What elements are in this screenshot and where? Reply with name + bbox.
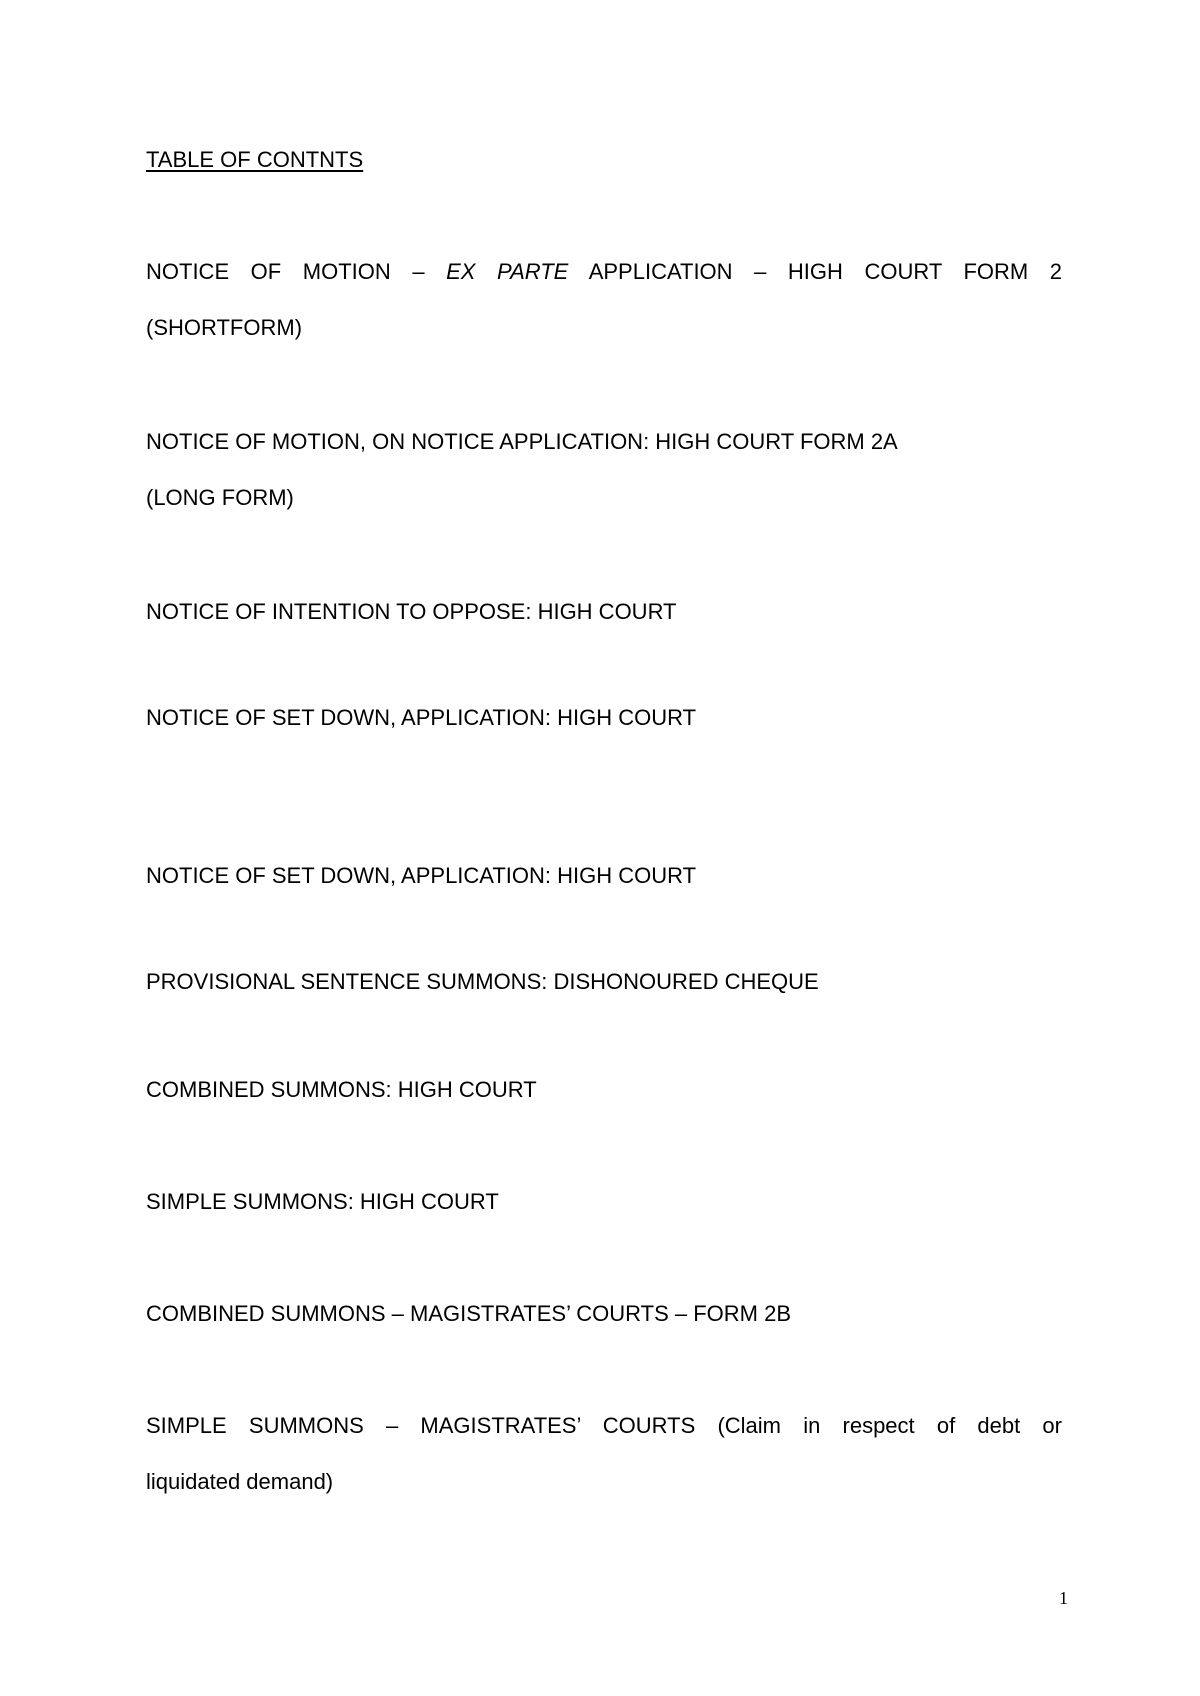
toc-entry-italic-text: EX PARTE bbox=[446, 259, 569, 284]
toc-entry-combined-summons-magistrates: COMBINED SUMMONS – MAGISTRATES’ COURTS – FORM 2B bbox=[146, 1301, 791, 1326]
toc-entry-simple-summons-magistrates bbox=[146, 1398, 1062, 1510]
toc-entry-line: liquidated demand) bbox=[146, 1469, 334, 1494]
toc-entry-set-down: NOTICE OF SET DOWN, APPLICATION: HIGH COURT bbox=[146, 863, 697, 888]
toc-entry-line: SIMPLE SUMMONS – MAGISTRATES’ COURTS (Claim in respect of debt or bbox=[146, 1413, 1062, 1438]
toc-entry-set-down: NOTICE OF SET DOWN, APPLICATION: HIGH COURT bbox=[146, 705, 697, 730]
toc-entry-text: NOTICE OF MOTION – bbox=[146, 259, 447, 284]
toc-entry-line bbox=[146, 244, 1062, 300]
toc-entry-line: NOTICE OF MOTION, ON NOTICE APPLICATION: HIGH COURT FORM 2A bbox=[146, 429, 898, 454]
toc-entry-line: (SHORTFORM) bbox=[146, 315, 303, 340]
page-title: TABLE OF CONTNTS bbox=[146, 147, 364, 172]
toc-entry-on-notice bbox=[146, 414, 1062, 526]
toc-entry-line: (LONG FORM) bbox=[146, 485, 294, 510]
toc-entry-text: APPLICATION – HIGH COURT FORM 2 bbox=[568, 259, 1062, 284]
toc-entry-intention-to-oppose: NOTICE OF INTENTION TO OPPOSE: HIGH COURT bbox=[146, 599, 677, 624]
toc-entry-combined-summons-high-court: COMBINED SUMMONS: HIGH COURT bbox=[146, 1077, 537, 1102]
page-number: 1 bbox=[1059, 1588, 1068, 1608]
toc-entry-ex-parte bbox=[146, 244, 1062, 356]
toc-entry-provisional-sentence: PROVISIONAL SENTENCE SUMMONS: DISHONOURED CHEQUE bbox=[146, 969, 819, 994]
toc-entry-simple-summons-high-court: SIMPLE SUMMONS: HIGH COURT bbox=[146, 1189, 499, 1214]
